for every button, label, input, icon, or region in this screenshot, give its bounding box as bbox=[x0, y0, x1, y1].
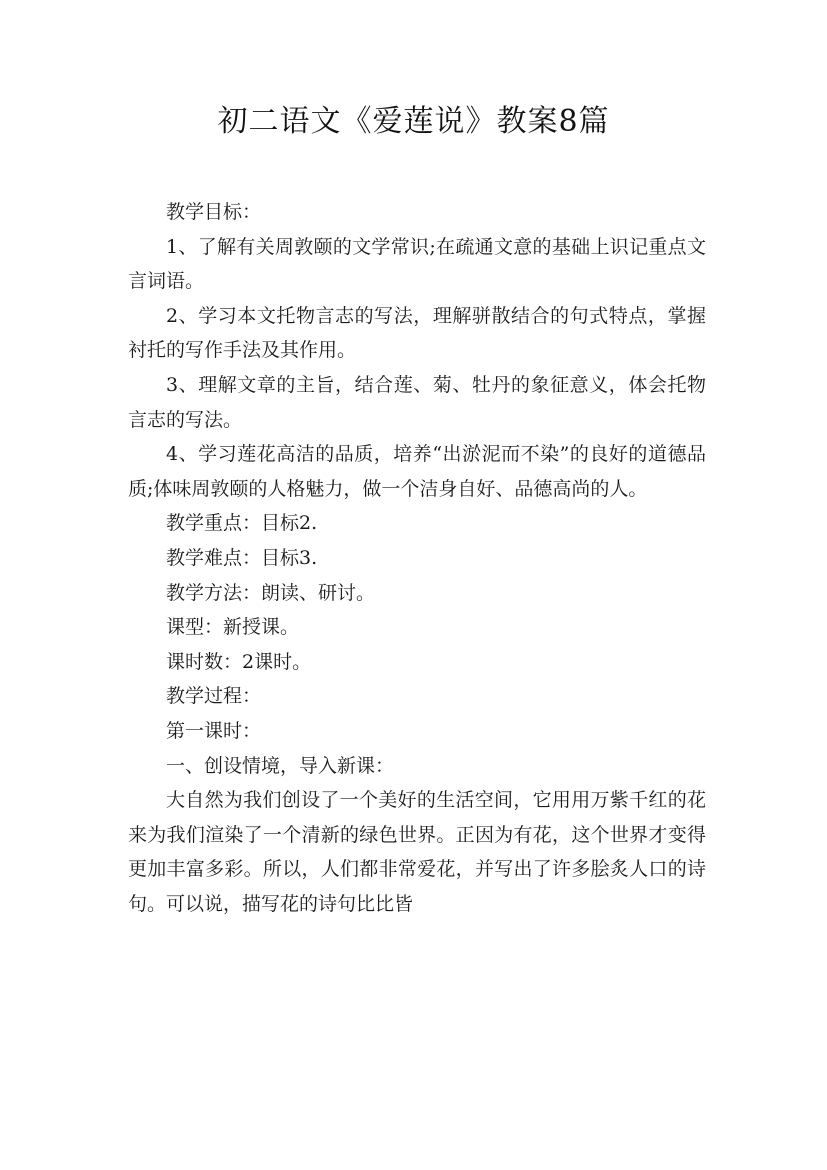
paragraph-introduction-text: 大自然为我们创设了一个美好的生活空间，它用用万紫千红的花来为我们渲染了一个清新的绿色世界。正因为有花，这个世界才变得更加丰富多彩。所以，人们都非常爱花，并写出了许多脍炙人口的诗句。可以说，描写花的诗句比比皆 bbox=[128, 789, 706, 915]
paragraph-objective-1: 1、了解有关周敦颐的文学常识;在疏通文意的基础上识记重点文言词语。 bbox=[128, 235, 706, 293]
paragraph-teaching-difficulty: 教学难点：目标3. bbox=[166, 546, 318, 569]
paragraph-lesson-hours: 课时数：2课时。 bbox=[166, 650, 312, 673]
paragraph-lesson-type: 课型：新授课。 bbox=[166, 616, 300, 639]
paragraph-objective-2: 2、学习本文托物言志的写法，理解骈散结合的句式特点，掌握衬托的写作手法及其作用。 bbox=[128, 304, 706, 362]
document-title: 初二语文《爱莲说》教案8篇 bbox=[217, 104, 610, 139]
paragraph-teaching-objectives-heading: 教学目标： bbox=[166, 201, 262, 223]
paragraph-teaching-method: 教学方法：朗读、研讨。 bbox=[166, 581, 376, 604]
paragraph-section-1-heading: 一、创设情境，导入新课： bbox=[166, 754, 395, 777]
document-body bbox=[128, 195, 706, 921]
paragraph-objective-4: 4、学习莲花高洁的品质，培养“出淤泥而不染”的良好的道德品质;体味周敦颐的人格魅力，做一个洁身自好、品德高尚的人。 bbox=[128, 443, 706, 500]
paragraph-objective-3: 3、理解文章的主旨，结合莲、菊、牡丹的象征意义，体会托物言志的写法。 bbox=[128, 373, 706, 431]
paragraph-first-lesson-heading: 第一课时： bbox=[166, 719, 262, 742]
paragraph-teaching-process-heading: 教学过程： bbox=[166, 685, 262, 708]
paragraph-teaching-focus: 教学重点：目标2. bbox=[166, 512, 318, 535]
